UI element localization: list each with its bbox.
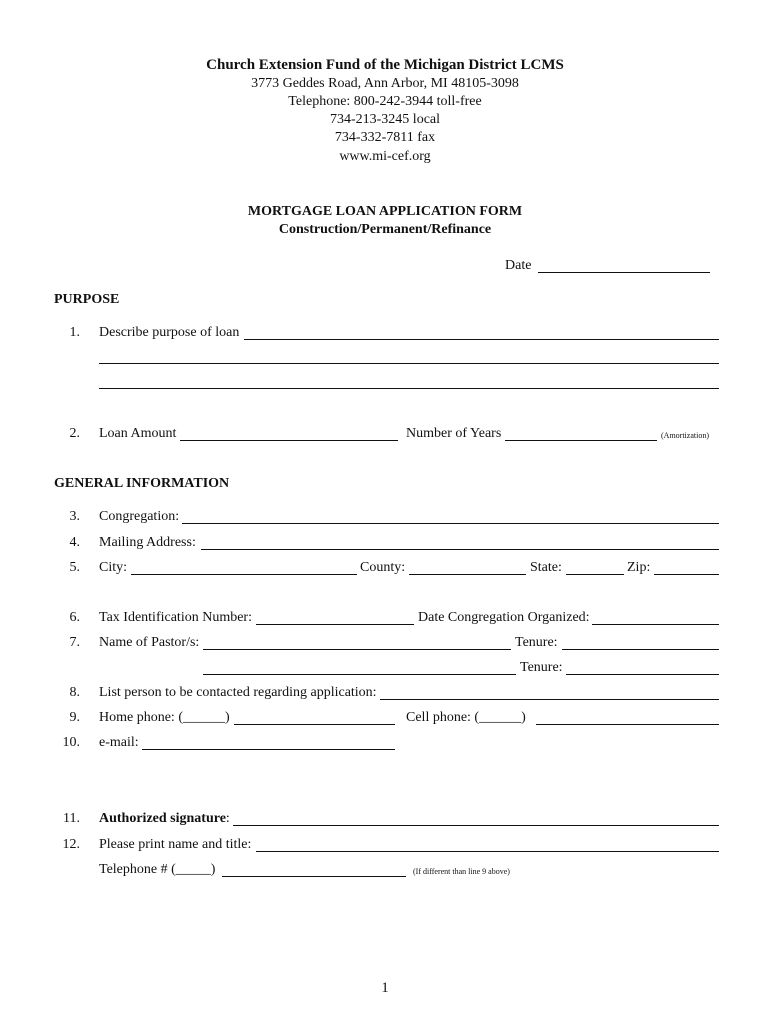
page-number: 1 bbox=[381, 980, 389, 996]
tenure-field-1[interactable] bbox=[562, 649, 719, 650]
print-name-label: Please print name and title: bbox=[99, 837, 252, 852]
item-number: 2. bbox=[69, 426, 80, 441]
form-subtitle: Construction/Permanent/Refinance bbox=[278, 222, 492, 237]
tax-id-field[interactable] bbox=[256, 624, 414, 625]
congregation-label: Congregation: bbox=[99, 509, 180, 524]
item-number: 12. bbox=[62, 837, 80, 852]
state-label: State: bbox=[530, 560, 562, 575]
org-local-phone: 734-213-3245 local bbox=[329, 112, 441, 127]
loan-amount-field[interactable] bbox=[180, 440, 398, 441]
item-number: 3. bbox=[69, 509, 80, 524]
general-heading: GENERAL INFORMATION bbox=[54, 476, 230, 491]
item-number: 1. bbox=[69, 325, 80, 340]
home-phone-field[interactable] bbox=[234, 724, 395, 725]
loan-amount-label: Loan Amount bbox=[99, 426, 177, 441]
mailing-address-label: Mailing Address: bbox=[99, 535, 196, 550]
purpose-label: Describe purpose of loan bbox=[99, 325, 240, 340]
purpose-heading: PURPOSE bbox=[54, 292, 120, 307]
date-organized-label: Date Congregation Organized: bbox=[418, 610, 590, 625]
item-number: 5. bbox=[69, 560, 80, 575]
print-name-field[interactable] bbox=[256, 851, 719, 852]
item-number: 6. bbox=[69, 610, 80, 625]
contact-person-field[interactable] bbox=[380, 699, 719, 700]
cell-phone-field[interactable] bbox=[536, 724, 719, 725]
signature-field[interactable] bbox=[233, 825, 719, 826]
item-number: 7. bbox=[69, 635, 80, 650]
county-label: County: bbox=[360, 560, 406, 575]
mailing-address-field[interactable] bbox=[201, 549, 719, 550]
org-fax: 734-332-7811 fax bbox=[334, 130, 436, 145]
form-title: MORTGAGE LOAN APPLICATION FORM bbox=[247, 204, 523, 219]
item-number: 9. bbox=[69, 710, 80, 725]
item-number: 8. bbox=[69, 685, 80, 700]
org-address: 3773 Geddes Road, Ann Arbor, MI 48105-3098 bbox=[251, 76, 519, 91]
pastor-field-2[interactable] bbox=[203, 674, 516, 675]
purpose-field-line2[interactable] bbox=[99, 363, 719, 364]
date-label: Date bbox=[505, 258, 532, 273]
date-organized-field[interactable] bbox=[592, 624, 719, 625]
tax-id-label: Tax Identification Number: bbox=[99, 610, 252, 625]
cell-phone-label: Cell phone: (______) bbox=[406, 710, 526, 725]
years-field[interactable] bbox=[505, 440, 657, 441]
org-name: Church Extension Fund of the Michigan District LCMS bbox=[206, 57, 564, 73]
county-field[interactable] bbox=[409, 574, 526, 575]
telephone-note: (If different than line 9 above) bbox=[413, 867, 510, 876]
purpose-field-line3[interactable] bbox=[99, 388, 719, 389]
purpose-field-line1[interactable] bbox=[244, 339, 719, 340]
city-field[interactable] bbox=[131, 574, 357, 575]
org-website: www.mi-cef.org bbox=[339, 149, 431, 164]
zip-field[interactable] bbox=[654, 574, 719, 575]
congregation-field[interactable] bbox=[182, 523, 719, 524]
signature-label: Authorized signature bbox=[99, 811, 226, 826]
pastor-field-1[interactable] bbox=[203, 649, 511, 650]
signature-colon: : bbox=[225, 811, 230, 826]
email-label: e-mail: bbox=[99, 735, 139, 750]
contact-person-label: List person to be contacted regarding application: bbox=[99, 685, 377, 700]
pastor-label: Name of Pastor/s: bbox=[99, 635, 200, 650]
amortization-note: (Amortization) bbox=[661, 431, 709, 440]
years-label: Number of Years bbox=[406, 426, 502, 441]
item-number: 11. bbox=[63, 811, 80, 826]
city-label: City: bbox=[99, 560, 128, 575]
org-telephone: Telephone: 800-242-3944 toll-free bbox=[288, 94, 482, 109]
home-phone-label: Home phone: (______) bbox=[99, 710, 230, 725]
tenure-label: Tenure: bbox=[520, 660, 563, 675]
state-field[interactable] bbox=[566, 574, 624, 575]
zip-label: Zip: bbox=[627, 560, 651, 575]
telephone-field[interactable] bbox=[222, 876, 406, 877]
tenure-label: Tenure: bbox=[515, 635, 558, 650]
telephone-label: Telephone # (_____) bbox=[99, 862, 216, 877]
tenure-field-2[interactable] bbox=[566, 674, 719, 675]
item-number: 4. bbox=[69, 535, 80, 550]
date-field[interactable] bbox=[538, 272, 710, 273]
item-number: 10. bbox=[62, 735, 80, 750]
email-field[interactable] bbox=[142, 749, 395, 750]
